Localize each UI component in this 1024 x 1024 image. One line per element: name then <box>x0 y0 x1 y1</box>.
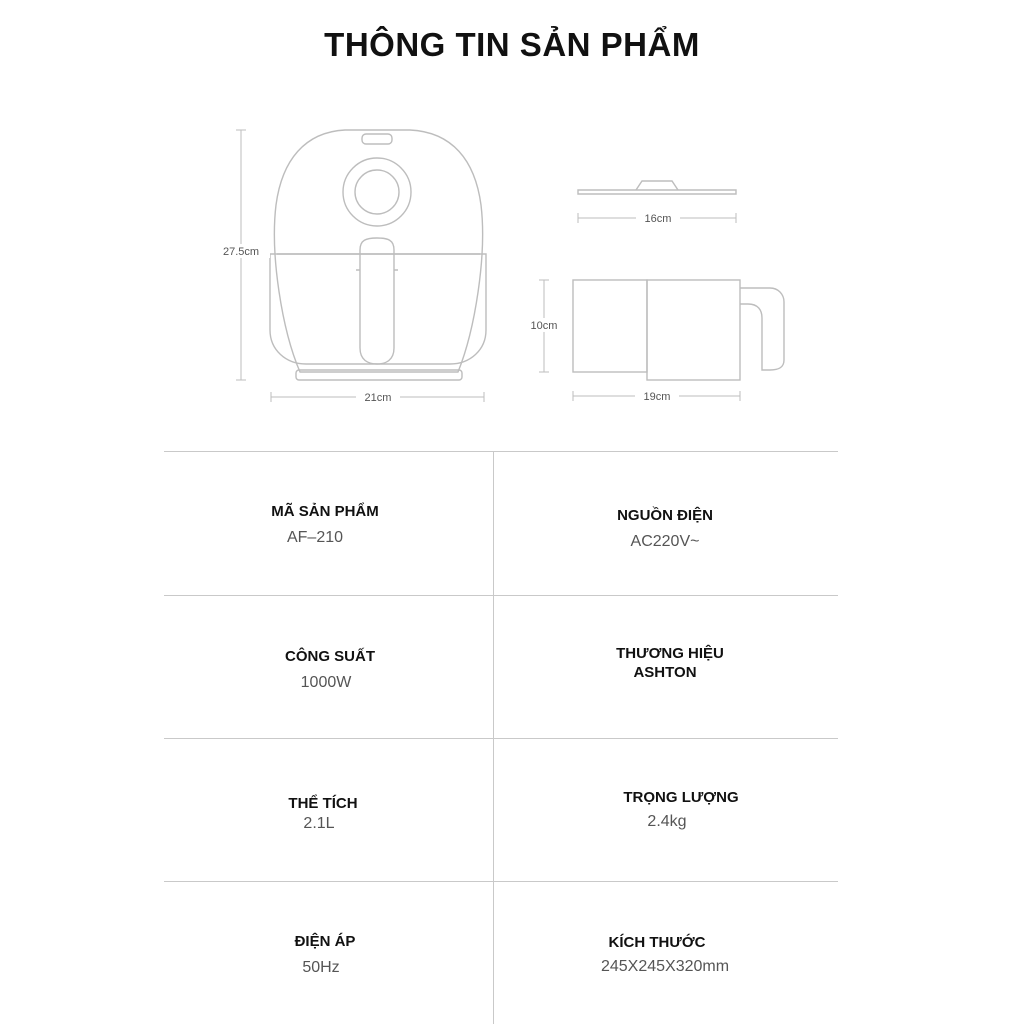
spec-label: THƯƠNG HIỆU <box>616 645 724 662</box>
table-column-divider <box>493 451 494 1024</box>
basket-illustration <box>573 280 784 380</box>
spec-value: ASHTON <box>633 664 697 681</box>
spec-power <box>225 647 435 694</box>
spec-brand <box>565 644 775 682</box>
table-divider <box>164 595 838 596</box>
spec-value: 50Hz <box>302 959 340 976</box>
basket-height-label: 10cm <box>530 320 558 332</box>
spec-model <box>220 502 430 549</box>
spec-label: MÃ SẢN PHẨM <box>271 503 379 520</box>
table-divider <box>164 451 838 452</box>
lid-illustration <box>578 181 736 194</box>
table-divider <box>164 738 838 739</box>
spec-size <box>552 933 762 978</box>
spec-weight <box>576 788 786 833</box>
table-divider <box>164 881 838 882</box>
spec-value: 2.1L <box>303 815 335 832</box>
spec-label: THỂ TÍCH <box>288 795 358 812</box>
spec-label: CÔNG SUẤT <box>285 648 375 665</box>
spec-capacity <box>218 794 428 835</box>
spec-label: NGUỒN ĐIỆN <box>617 507 713 524</box>
spec-label: TRỌNG LƯỢNG <box>623 789 739 806</box>
spec-label: ĐIỆN ÁP <box>294 933 356 950</box>
width-label: 21cm <box>364 392 392 404</box>
spec-voltage <box>220 932 430 979</box>
spec-value: 1000W <box>300 674 352 691</box>
air-fryer-front-illustration <box>270 130 486 380</box>
spec-value: 2.4kg <box>647 813 687 830</box>
spec-value: AC220V~ <box>630 533 700 550</box>
height-label: 27.5cm <box>222 246 260 258</box>
spec-label: KÍCH THƯỚC <box>608 934 706 951</box>
spec-value: 245X245X320mm <box>600 958 730 975</box>
product-dimension-diagram <box>0 0 1024 440</box>
basket-length-label: 19cm <box>643 391 671 403</box>
spec-value: AF–210 <box>286 529 344 546</box>
spec-power-source <box>560 506 770 553</box>
page-title: THÔNG TIN SẢN PHẨM <box>324 26 700 63</box>
lid-width-label: 16cm <box>644 213 672 225</box>
